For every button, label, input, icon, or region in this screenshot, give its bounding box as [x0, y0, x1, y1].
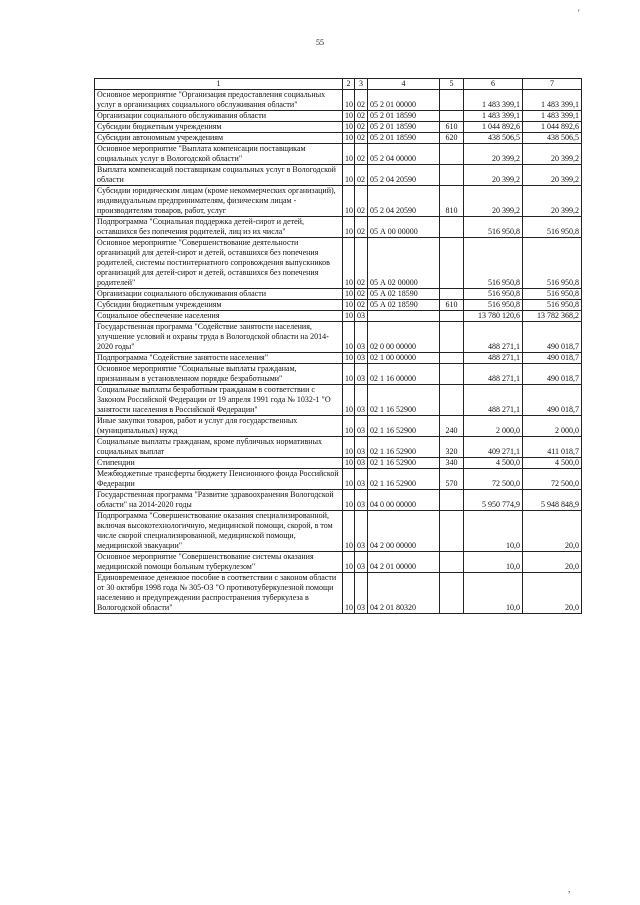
header-cell: 2: [343, 79, 355, 90]
subsection-code-cell: 02: [355, 111, 368, 122]
section-code-cell: 10: [343, 165, 355, 186]
amount-year2-cell: 490 018,7: [523, 322, 582, 353]
amount-year2-cell: 438 506,5: [523, 133, 582, 144]
section-code-cell: 10: [343, 144, 355, 165]
amount-year1-cell: 5 950 774,9: [464, 490, 523, 511]
amount-year2-cell: 1 044 892,6: [523, 122, 582, 133]
amount-year1-cell: 2 000,0: [464, 416, 523, 437]
amount-year1-cell: 1 483 399,1: [464, 90, 523, 111]
subsection-code-cell: 02: [355, 186, 368, 217]
subsection-code-cell: 02: [355, 122, 368, 133]
row-name-cell: Субсидии бюджетным учреждениям: [95, 122, 343, 133]
target-article-cell: 05 2 04 20590: [368, 186, 440, 217]
amount-year1-cell: 1 044 892,6: [464, 122, 523, 133]
expense-type-cell: [440, 573, 464, 614]
expense-type-cell: [440, 353, 464, 364]
table-row: [95, 186, 582, 217]
table-row: [95, 122, 582, 133]
expense-type-cell: [440, 490, 464, 511]
section-code-cell: 10: [343, 353, 355, 364]
amount-year1-cell: 1 483 399,1: [464, 111, 523, 122]
bottom-mark: ,: [568, 884, 571, 894]
section-code-cell: 10: [343, 552, 355, 573]
target-article-cell: 05 А 02 18590: [368, 300, 440, 311]
row-name-cell: Подпрограмма "Совершенствование оказания специализированной, включая высокотехнологичную, медицинской помощи, скорой, в том числе скорой специализированной, медицинской помощи, медицинской эвакуации": [95, 511, 343, 552]
section-code-cell: 10: [343, 573, 355, 614]
amount-year2-cell: 20 399,2: [523, 186, 582, 217]
target-article-cell: 04 2 00 00000: [368, 511, 440, 552]
subsection-code-cell: 02: [355, 144, 368, 165]
table-row: [95, 90, 582, 111]
section-code-cell: 10: [343, 311, 355, 322]
table-row: [95, 322, 582, 353]
amount-year1-cell: 10,0: [464, 552, 523, 573]
target-article-cell: 04 2 01 80320: [368, 573, 440, 614]
expense-type-cell: 570: [440, 469, 464, 490]
target-article-cell: 04 0 00 00000: [368, 490, 440, 511]
expense-type-cell: 340: [440, 458, 464, 469]
subsection-code-cell: 03: [355, 437, 368, 458]
subsection-code-cell: 03: [355, 322, 368, 353]
expense-type-cell: [440, 364, 464, 385]
amount-year2-cell: 490 018,7: [523, 364, 582, 385]
table-row: [95, 165, 582, 186]
row-name-cell: Социальные выплаты безработным гражданам в соответствии с Законом Российской Федерации от 19 апреля 1991 года № 1032-1 "О занятости населения в Российской Федерации": [95, 385, 343, 416]
row-name-cell: Подпрограмма "Социальная поддержка детей-сирот и детей, оставшихся без попечения родителей, лиц из их числа": [95, 217, 343, 238]
subsection-code-cell: 02: [355, 238, 368, 289]
amount-year1-cell: 20 399,2: [464, 165, 523, 186]
target-article-cell: 02 1 16 00000: [368, 364, 440, 385]
row-name-cell: Основное мероприятие "Совершенствование системы оказания медицинской помощи больным туберкулезом": [95, 552, 343, 573]
expense-type-cell: [440, 238, 464, 289]
target-article-cell: 02 0 00 00000: [368, 322, 440, 353]
amount-year2-cell: 2 000,0: [523, 416, 582, 437]
subsection-code-cell: 03: [355, 458, 368, 469]
target-article-cell: 02 1 00 00000: [368, 353, 440, 364]
subsection-code-cell: 03: [355, 573, 368, 614]
amount-year2-cell: 516 950,8: [523, 217, 582, 238]
amount-year1-cell: 20 399,2: [464, 144, 523, 165]
amount-year1-cell: 488 271,1: [464, 385, 523, 416]
corner-mark: ': [578, 8, 580, 18]
target-article-cell: 05 А 00 00000: [368, 217, 440, 238]
row-name-cell: Субсидии бюджетным учреждениям: [95, 300, 343, 311]
table-row: [95, 469, 582, 490]
amount-year2-cell: 490 018,7: [523, 385, 582, 416]
amount-year1-cell: 4 500,0: [464, 458, 523, 469]
amount-year1-cell: 10,0: [464, 573, 523, 614]
row-name-cell: Иные закупки товаров, работ и услуг для государственных (муниципальных) нужд: [95, 416, 343, 437]
expense-type-cell: [440, 217, 464, 238]
amount-year2-cell: 20,0: [523, 511, 582, 552]
section-code-cell: 10: [343, 490, 355, 511]
expense-type-cell: 240: [440, 416, 464, 437]
row-name-cell: Межбюджетные трансферты бюджету Пенсионного фонда Российской Федерации: [95, 469, 343, 490]
amount-year1-cell: 409 271,1: [464, 437, 523, 458]
target-article-cell: 04 2 01 00000: [368, 552, 440, 573]
target-article-cell: 02 1 16 52900: [368, 385, 440, 416]
row-name-cell: Социальное обеспечение населения: [95, 311, 343, 322]
amount-year1-cell: 488 271,1: [464, 364, 523, 385]
section-code-cell: 10: [343, 289, 355, 300]
expense-type-cell: 610: [440, 122, 464, 133]
amount-year2-cell: 20 399,2: [523, 165, 582, 186]
section-code-cell: 10: [343, 238, 355, 289]
amount-year1-cell: 516 950,8: [464, 217, 523, 238]
section-code-cell: 10: [343, 385, 355, 416]
table-row: [95, 311, 582, 322]
amount-year1-cell: 13 780 120,6: [464, 311, 523, 322]
row-name-cell: Основное мероприятие "Выплата компенсации поставщикам социальных услуг в Вологодской области": [95, 144, 343, 165]
expense-type-cell: [440, 289, 464, 300]
table-row: [95, 458, 582, 469]
header-cell: 3: [355, 79, 368, 90]
amount-year2-cell: 490 018,7: [523, 353, 582, 364]
row-name-cell: Выплата компенсаций поставщикам социальных услуг в Вологодской области: [95, 165, 343, 186]
table-row: [95, 490, 582, 511]
table-header-row: [95, 79, 582, 90]
amount-year2-cell: 516 950,8: [523, 300, 582, 311]
section-code-cell: 10: [343, 364, 355, 385]
amount-year2-cell: 20 399,2: [523, 144, 582, 165]
subsection-code-cell: 03: [355, 416, 368, 437]
expense-type-cell: 610: [440, 300, 464, 311]
subsection-code-cell: 03: [355, 364, 368, 385]
amount-year1-cell: 10,0: [464, 511, 523, 552]
amount-year2-cell: 13 782 368,2: [523, 311, 582, 322]
target-article-cell: 02 1 16 52900: [368, 416, 440, 437]
expense-type-cell: 810: [440, 186, 464, 217]
row-name-cell: Основное мероприятие "Совершенствование деятельности организаций для детей-сирот и детей, оставшихся без попечения родителей, системы постинтернатного сопровождения выпускников организаций для детей-сирот и детей, оставшихся без попечения родителей": [95, 238, 343, 289]
row-name-cell: Государственная программа "Развитие здравоохранения Вологодской области" на 2014-2020 годы: [95, 490, 343, 511]
row-name-cell: Субсидии автономным учреждениям: [95, 133, 343, 144]
section-code-cell: 10: [343, 300, 355, 311]
target-article-cell: 05 2 01 18590: [368, 111, 440, 122]
table-row: [95, 385, 582, 416]
table-row: [95, 238, 582, 289]
section-code-cell: 10: [343, 90, 355, 111]
amount-year1-cell: 20 399,2: [464, 186, 523, 217]
subsection-code-cell: 03: [355, 311, 368, 322]
row-name-cell: Основное мероприятие "Социальные выплаты гражданам, признанным в установленном порядке безработными": [95, 364, 343, 385]
amount-year2-cell: 4 500,0: [523, 458, 582, 469]
table-row: [95, 437, 582, 458]
amount-year2-cell: 20,0: [523, 573, 582, 614]
table-row: [95, 364, 582, 385]
subsection-code-cell: 03: [355, 490, 368, 511]
table-row: [95, 133, 582, 144]
subsection-code-cell: 03: [355, 552, 368, 573]
amount-year2-cell: 5 948 848,9: [523, 490, 582, 511]
header-cell: 1: [95, 79, 343, 90]
row-name-cell: Государственная программа "Содействие занятости населения, улучшение условий и охраны труда в Вологодской области на 2014-2020 годы": [95, 322, 343, 353]
amount-year2-cell: 1 483 399,1: [523, 90, 582, 111]
table-row: [95, 573, 582, 614]
target-article-cell: 02 1 16 52900: [368, 437, 440, 458]
subsection-code-cell: 03: [355, 385, 368, 416]
subsection-code-cell: 02: [355, 289, 368, 300]
target-article-cell: 05 А 02 00000: [368, 238, 440, 289]
row-name-cell: Стипендии: [95, 458, 343, 469]
section-code-cell: 10: [343, 511, 355, 552]
target-article-cell: 02 1 16 52900: [368, 458, 440, 469]
amount-year2-cell: 411 018,7: [523, 437, 582, 458]
section-code-cell: 10: [343, 458, 355, 469]
section-code-cell: 10: [343, 186, 355, 217]
target-article-cell: 05 2 01 00000: [368, 90, 440, 111]
amount-year2-cell: 516 950,8: [523, 289, 582, 300]
target-article-cell: 05 А 02 18590: [368, 289, 440, 300]
amount-year1-cell: 516 950,8: [464, 300, 523, 311]
row-name-cell: Организации социального обслуживания области: [95, 289, 343, 300]
amount-year1-cell: 516 950,8: [464, 238, 523, 289]
page-number: 55: [316, 38, 324, 47]
expense-type-cell: 320: [440, 437, 464, 458]
subsection-code-cell: 02: [355, 300, 368, 311]
amount-year2-cell: 20,0: [523, 552, 582, 573]
table-row: [95, 111, 582, 122]
expense-type-cell: [440, 144, 464, 165]
expense-type-cell: [440, 311, 464, 322]
subsection-code-cell: 03: [355, 511, 368, 552]
section-code-cell: 10: [343, 416, 355, 437]
subsection-code-cell: 02: [355, 165, 368, 186]
subsection-code-cell: 02: [355, 217, 368, 238]
expense-type-cell: [440, 165, 464, 186]
target-article-cell: [368, 311, 440, 322]
table-row: [95, 353, 582, 364]
section-code-cell: 10: [343, 322, 355, 353]
section-code-cell: 10: [343, 217, 355, 238]
expense-type-cell: [440, 511, 464, 552]
table-row: [95, 289, 582, 300]
row-name-cell: Социальные выплаты гражданам, кроме публичных нормативных социальных выплат: [95, 437, 343, 458]
table-row: [95, 144, 582, 165]
row-name-cell: Субсидии юридическим лицам (кроме некоммерческих организаций), индивидуальным предпринимателям, физическим лицам - производителям товаров, работ, услуг: [95, 186, 343, 217]
expense-type-cell: 620: [440, 133, 464, 144]
table-row: [95, 300, 582, 311]
section-code-cell: 10: [343, 437, 355, 458]
subsection-code-cell: 03: [355, 469, 368, 490]
table-row: [95, 217, 582, 238]
amount-year1-cell: 72 500,0: [464, 469, 523, 490]
amount-year2-cell: 516 950,8: [523, 238, 582, 289]
table-row: [95, 552, 582, 573]
budget-table: [94, 78, 582, 614]
section-code-cell: 10: [343, 133, 355, 144]
target-article-cell: 02 1 16 52900: [368, 469, 440, 490]
target-article-cell: 05 2 04 20590: [368, 165, 440, 186]
table-row: [95, 511, 582, 552]
header-cell: 7: [523, 79, 582, 90]
row-name-cell: Основное мероприятие "Организация предоставления социальных услуг в организациях социального обслуживания области": [95, 90, 343, 111]
expense-type-cell: [440, 111, 464, 122]
expense-type-cell: [440, 552, 464, 573]
target-article-cell: 05 2 04 00000: [368, 144, 440, 165]
row-name-cell: Организации социального обслуживания области: [95, 111, 343, 122]
amount-year1-cell: 488 271,1: [464, 322, 523, 353]
amount-year1-cell: 488 271,1: [464, 353, 523, 364]
expense-type-cell: [440, 90, 464, 111]
expense-type-cell: [440, 322, 464, 353]
row-name-cell: Единовременное денежное пособие в соответствии с законом области от 30 октября 1998 года № 305-ОЗ "О противотуберкулезной помощи населению и предупреждении распространения туберкулеза в Вологодской области": [95, 573, 343, 614]
table-row: [95, 416, 582, 437]
target-article-cell: 05 2 01 18590: [368, 133, 440, 144]
header-cell: 5: [440, 79, 464, 90]
amount-year1-cell: 438 506,5: [464, 133, 523, 144]
amount-year2-cell: 1 483 399,1: [523, 111, 582, 122]
subsection-code-cell: 02: [355, 133, 368, 144]
expense-type-cell: [440, 385, 464, 416]
header-cell: 4: [368, 79, 440, 90]
header-cell: 6: [464, 79, 523, 90]
subsection-code-cell: 02: [355, 90, 368, 111]
section-code-cell: 10: [343, 122, 355, 133]
amount-year1-cell: 516 950,8: [464, 289, 523, 300]
section-code-cell: 10: [343, 469, 355, 490]
subsection-code-cell: 03: [355, 353, 368, 364]
amount-year2-cell: 72 500,0: [523, 469, 582, 490]
target-article-cell: 05 2 01 18590: [368, 122, 440, 133]
section-code-cell: 10: [343, 111, 355, 122]
row-name-cell: Подпрограмма "Содействие занятости населения": [95, 353, 343, 364]
